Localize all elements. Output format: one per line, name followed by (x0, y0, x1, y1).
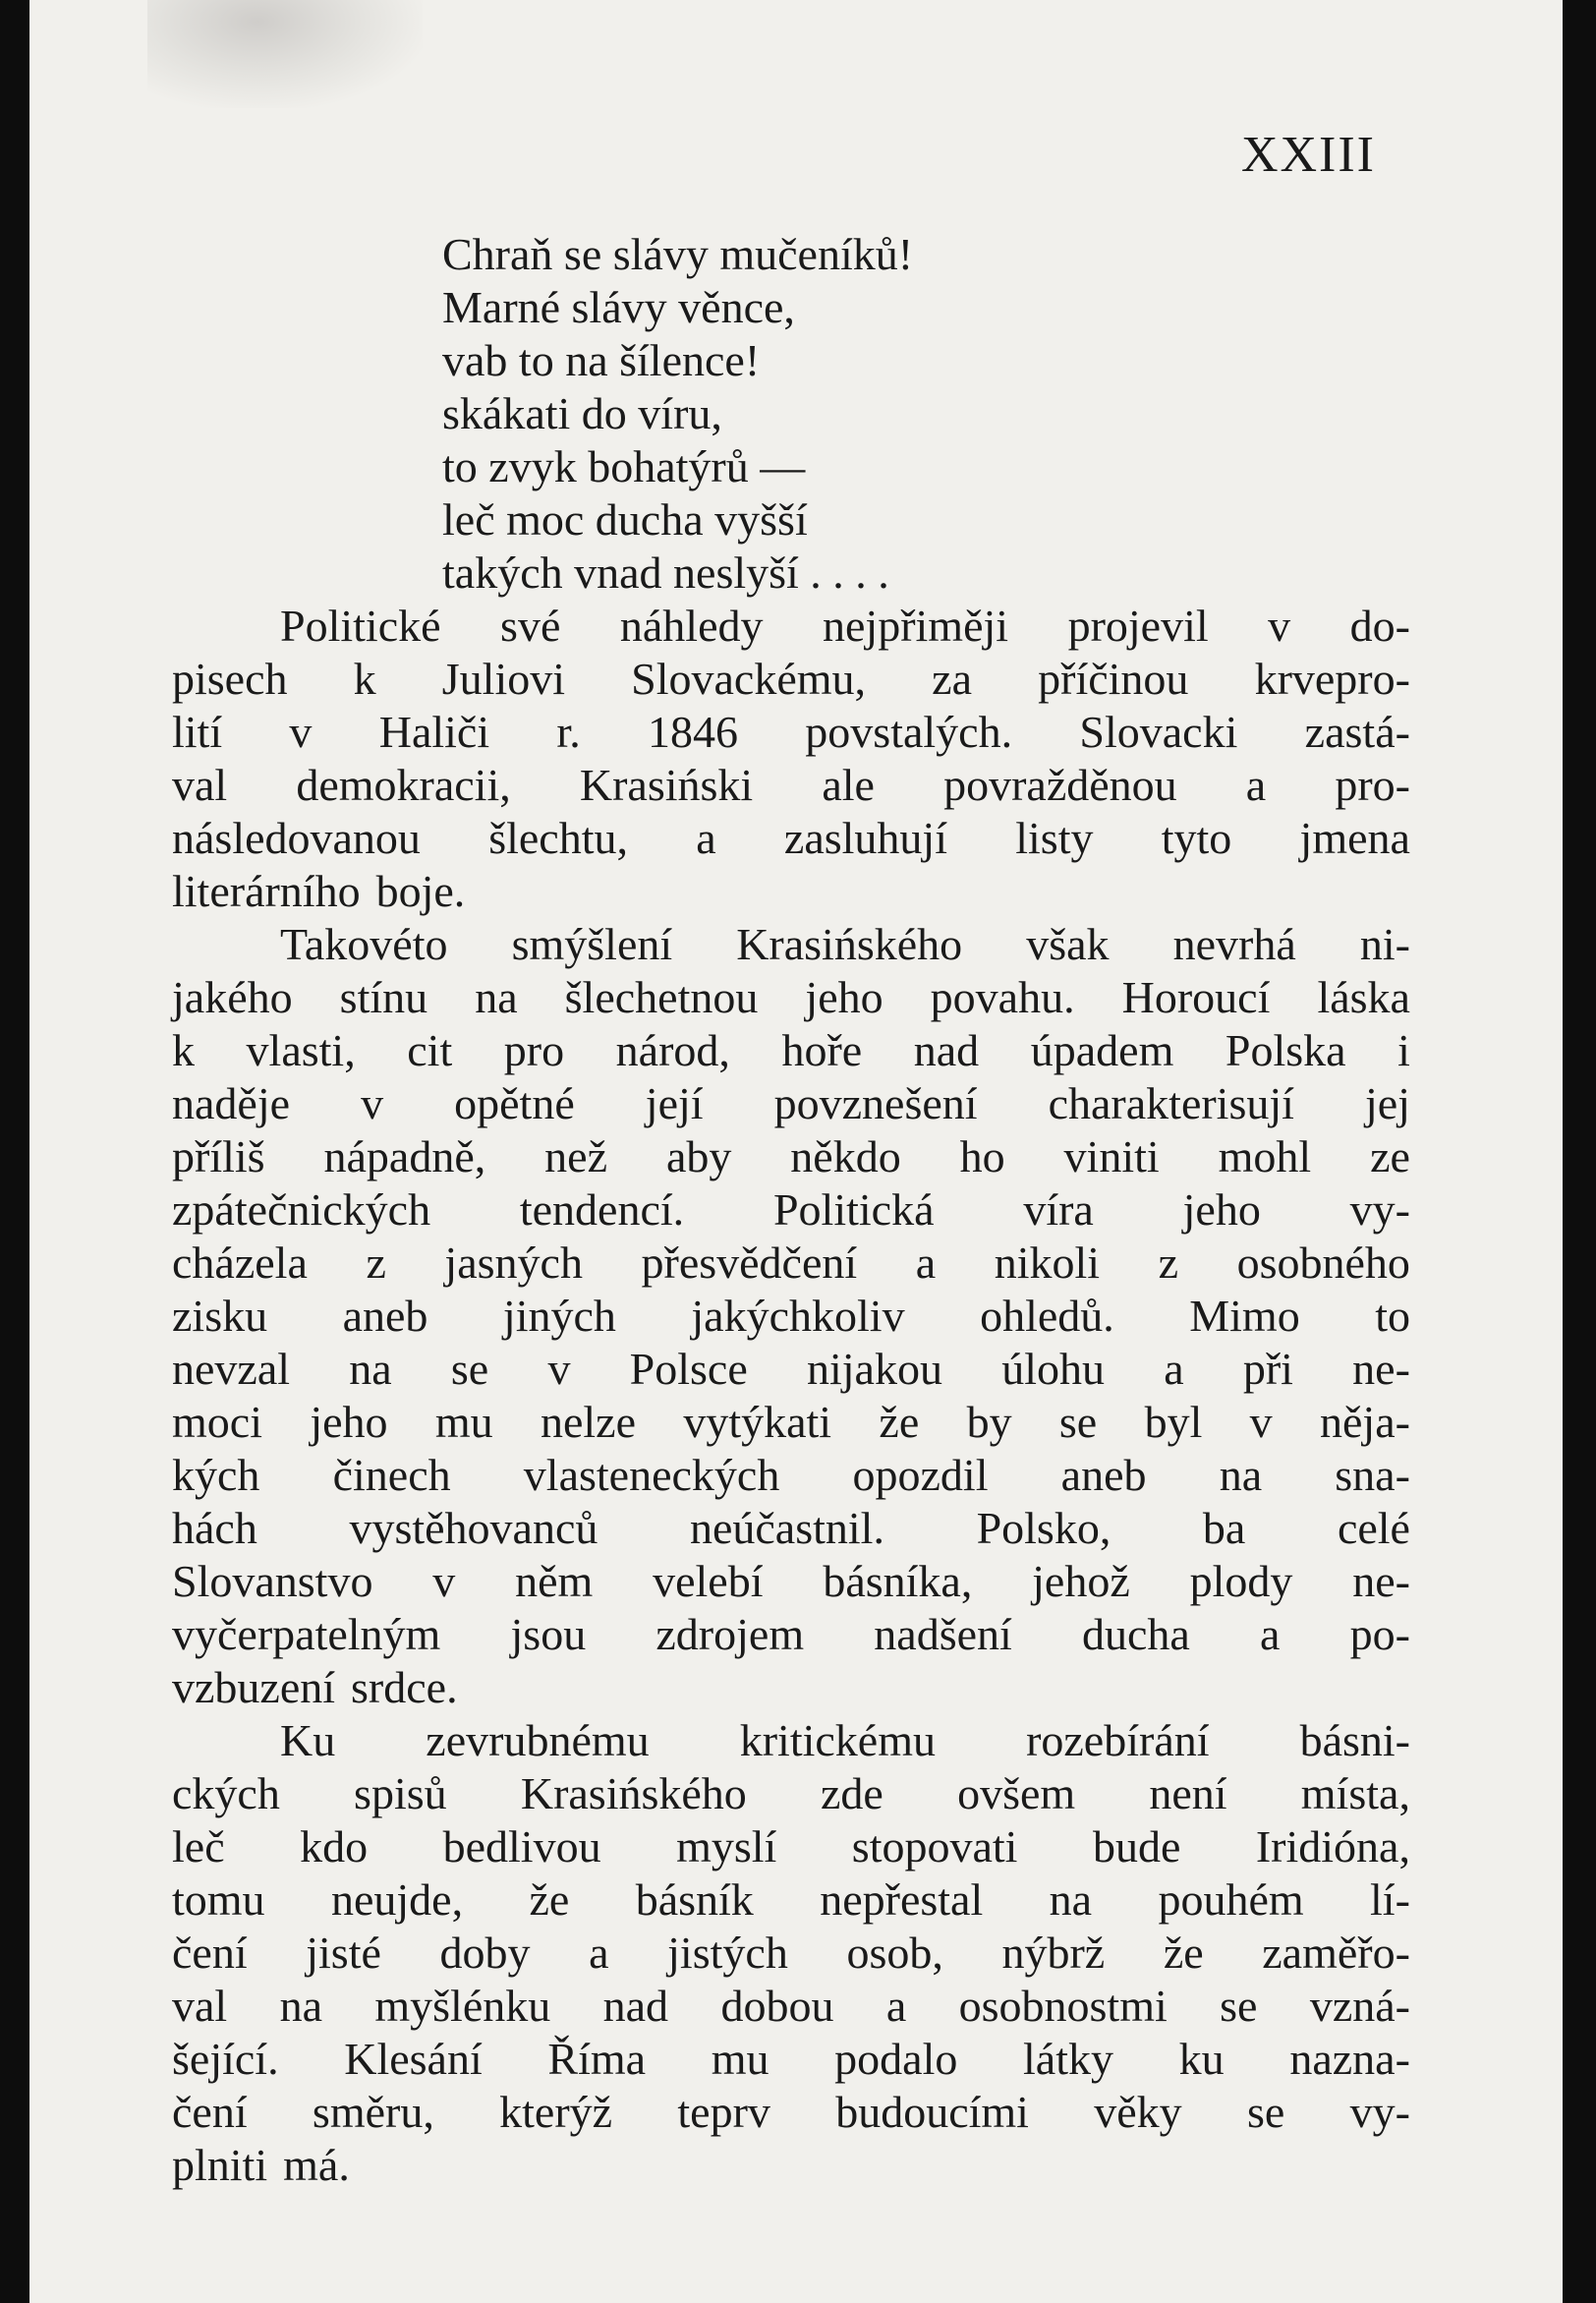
word: pro (503, 1025, 565, 1075)
word: na (475, 972, 518, 1022)
prose-line (172, 1077, 1410, 1130)
word: Klesání (344, 2034, 483, 2084)
word: na (1049, 1874, 1093, 1925)
word: spisů (354, 1768, 447, 1818)
word: Slovackému, (631, 654, 867, 704)
word: val (172, 760, 228, 810)
word: jakýchkoliv (691, 1291, 905, 1341)
word: vlasteneckých (523, 1450, 780, 1500)
word: povznešení (773, 1078, 978, 1128)
word: pro- (1335, 760, 1410, 810)
word: z (366, 1238, 386, 1288)
prose-line (172, 1343, 1410, 1396)
word: než (544, 1131, 608, 1181)
word: věky (1094, 2087, 1182, 2137)
word: se (450, 1344, 489, 1394)
word: své (500, 601, 561, 651)
word: bedlivou (442, 1821, 601, 1871)
word: ba (1202, 1503, 1246, 1553)
word: nevrhá (1172, 919, 1296, 969)
word: r. (556, 707, 581, 757)
prose-line (172, 2139, 1410, 2192)
word: pisech (172, 654, 288, 704)
word: vy- (1349, 1184, 1410, 1235)
word: plody (1189, 1556, 1293, 1606)
word: jehož (1032, 1556, 1130, 1606)
word: kterýž (499, 2087, 613, 2137)
word: směru, (312, 2087, 434, 2137)
word: jsou (510, 1609, 587, 1659)
word: z (1158, 1238, 1179, 1288)
prose-line (172, 2033, 1410, 2086)
word: v (432, 1556, 456, 1606)
word: víra (1023, 1184, 1094, 1235)
prose-line (172, 1237, 1410, 1290)
word: zisku (172, 1291, 268, 1341)
word: velebí (653, 1556, 764, 1606)
word: lití (172, 707, 223, 757)
word: činech (332, 1450, 451, 1500)
word: mu (434, 1397, 493, 1447)
word: a (885, 1981, 907, 2031)
word: demokracii, (296, 760, 511, 810)
word: jakého (172, 972, 293, 1022)
word: básník (635, 1874, 754, 1925)
word: teprv (677, 2087, 770, 2137)
word: vy- (1349, 2087, 1410, 2137)
word: v (547, 1344, 571, 1394)
word: nadšení (874, 1609, 1012, 1659)
word: Mimo (1189, 1291, 1300, 1341)
word: jmena (1299, 813, 1410, 863)
word: ni- (1359, 919, 1410, 969)
word: nejpřiměji (823, 601, 1009, 651)
word: k (172, 1025, 195, 1075)
scan-left-edge (0, 0, 29, 2303)
word: charakterisují (1048, 1078, 1294, 1128)
book-page (29, 0, 1563, 2303)
word: a (1245, 760, 1267, 810)
word: jeho (805, 972, 884, 1022)
word: vyčerpatelným (172, 1609, 441, 1659)
word: budoucími (835, 2087, 1029, 2137)
word: úlohu (1001, 1344, 1105, 1394)
word: Juliovi (441, 654, 566, 704)
word: látky (1023, 2034, 1114, 2084)
word: nelze (540, 1397, 636, 1447)
word: ho (959, 1131, 1005, 1181)
word: ovšem (957, 1768, 1076, 1818)
word: nápadně, (323, 1131, 486, 1181)
word: rozebírání (1026, 1715, 1210, 1765)
word: nikoli (994, 1238, 1101, 1288)
scan-right-edge (1563, 0, 1596, 2303)
verse-line: takých vnad neslyší . . . . (442, 547, 889, 598)
word: zde (821, 1768, 884, 1818)
word: nazna- (1289, 2034, 1410, 2084)
word: osob, (846, 1928, 943, 1978)
word: něja- (1320, 1397, 1410, 1447)
word: doby (439, 1928, 531, 1978)
word: myšlénku (374, 1981, 551, 2031)
word: šející. (172, 2034, 279, 2084)
word: Slovacki (1079, 707, 1238, 757)
word: na (1219, 1450, 1263, 1500)
word: Krasiński (579, 760, 754, 810)
word: nad (602, 1981, 669, 2031)
word: naděje (172, 1078, 291, 1128)
prose-line (172, 706, 1410, 759)
word: viniti (1063, 1131, 1160, 1181)
word: projevil (1067, 601, 1209, 651)
word: stopovati (851, 1821, 1018, 1871)
prose-line (172, 2086, 1410, 2139)
word: v (1249, 1397, 1273, 1447)
word: příliš (172, 1131, 265, 1181)
word: kdo (300, 1821, 369, 1871)
word: ku (1178, 2034, 1225, 2084)
word: nepřestal (820, 1874, 984, 1925)
word: Polsce (629, 1344, 748, 1394)
word: nijakou (806, 1344, 942, 1394)
word: že (1163, 1928, 1204, 1978)
word: Slovanstvo (172, 1556, 373, 1606)
prose-line (172, 1183, 1410, 1237)
word: krvepro- (1254, 654, 1410, 704)
word: jeho (1182, 1184, 1261, 1235)
word: ale (822, 760, 875, 810)
word: leč (172, 1821, 225, 1871)
word: myslí (676, 1821, 777, 1871)
word: Haliči (378, 707, 490, 757)
word: šlechetnou (564, 972, 759, 1022)
word: zdrojem (656, 1609, 805, 1659)
word: podalo (834, 2034, 958, 2084)
word: zastá- (1304, 707, 1410, 757)
word: a (589, 1928, 609, 1978)
word: úpadem (1030, 1025, 1174, 1075)
word: šlechtu, (488, 813, 628, 863)
word: v (361, 1078, 384, 1128)
word: na (279, 1981, 322, 2031)
verse-block (442, 228, 913, 600)
word: opětné (454, 1078, 575, 1128)
word: zasluhují (783, 813, 947, 863)
prose-line (172, 759, 1410, 812)
prose-line (172, 1980, 1410, 2033)
prose-line (172, 1396, 1410, 1449)
word: Horoucí (1121, 972, 1271, 1022)
word: celé (1337, 1503, 1410, 1553)
prose-line (172, 1290, 1410, 1343)
word: jasných (444, 1238, 583, 1288)
prose-line (172, 971, 1410, 1024)
prose-block (172, 600, 1410, 2192)
word: k (353, 654, 376, 704)
word: Polsko, (976, 1503, 1112, 1553)
prose-line (172, 1714, 1410, 1767)
word: povražděnou (943, 760, 1177, 810)
word: ducha (1082, 1609, 1190, 1659)
word: val (172, 1981, 228, 2031)
word: to (1375, 1291, 1410, 1341)
word: jej (1364, 1078, 1410, 1128)
word: povstalých. (805, 707, 1013, 757)
prose-line (172, 1130, 1410, 1183)
word: v (1268, 601, 1291, 651)
prose-line (172, 812, 1410, 865)
word: a (696, 813, 716, 863)
word: boje. (375, 866, 466, 916)
word: cit (407, 1025, 453, 1075)
word: by (966, 1397, 1012, 1447)
word: smýšlení (511, 919, 673, 969)
word: po- (1349, 1609, 1410, 1659)
word: na (349, 1344, 392, 1394)
word: osobnostmi (958, 1981, 1168, 2031)
prose-line (172, 918, 1410, 971)
word: vzbuzení (172, 1662, 336, 1712)
word: zaměřo- (1262, 1928, 1410, 1978)
word: básni- (1299, 1715, 1410, 1765)
word: dobou (720, 1981, 834, 2031)
word: tyto (1161, 813, 1232, 863)
word: aneb (1060, 1450, 1147, 1500)
word: tomu (172, 1874, 265, 1925)
word: národ, (615, 1025, 730, 1075)
verse-line: skákati do víru, (442, 388, 722, 438)
word: místa, (1300, 1768, 1410, 1818)
word: jiných (502, 1291, 616, 1341)
word: však (1026, 919, 1110, 969)
page-smudge (147, 0, 423, 108)
prose-line (172, 1449, 1410, 1502)
word: stínu (339, 972, 428, 1022)
word: Krasińského (520, 1768, 747, 1818)
prose-line (172, 600, 1410, 653)
word: ze (1370, 1131, 1410, 1181)
prose-line (172, 653, 1410, 706)
verse-line: Chraň se slávy mučeníků! (442, 229, 914, 279)
verse-line: to zvyk bohatýrů — (442, 441, 806, 491)
word: pouhém (1158, 1874, 1304, 1925)
verse-line: Marné slávy věnce, (442, 282, 795, 332)
word: Takovéto (280, 919, 448, 969)
word: zpátečnických (172, 1184, 431, 1235)
word: do- (1349, 601, 1410, 651)
verse-line: vab to na šílence! (442, 335, 761, 385)
word: 1846 (648, 707, 738, 757)
word: Politická (772, 1184, 935, 1235)
word: literárního (172, 866, 361, 916)
word: i (1397, 1025, 1410, 1075)
word: srdce. (351, 1662, 458, 1712)
word: nýbrž (1001, 1928, 1106, 1978)
word: při (1242, 1344, 1293, 1394)
verse-line: leč moc ducha vyšší (442, 494, 808, 545)
word: náhledy (619, 601, 764, 651)
word: není (1149, 1768, 1227, 1818)
prose-line (172, 865, 1410, 918)
word: se (1058, 1397, 1098, 1447)
word: a (915, 1238, 937, 1288)
word: básníka, (823, 1556, 973, 1606)
word: hách (172, 1503, 257, 1553)
word: jeho (310, 1397, 388, 1447)
word: její (645, 1078, 704, 1128)
word: vlasti, (246, 1025, 356, 1075)
word: a (1164, 1344, 1184, 1394)
word: láska (1317, 972, 1410, 1022)
word: ne- (1352, 1556, 1410, 1606)
word: Krasińského (736, 919, 963, 969)
word: aby (665, 1131, 732, 1181)
word: čení (172, 2087, 248, 2137)
word: povahu. (930, 972, 1075, 1022)
word: ckých (172, 1768, 280, 1818)
word: vytýkati (683, 1397, 832, 1447)
word: neúčastnil. (689, 1503, 884, 1553)
word: nad (913, 1025, 980, 1075)
page-number: XXIII (1240, 127, 1376, 183)
word: sna- (1335, 1450, 1410, 1500)
word: aneb (342, 1291, 428, 1341)
prose-line (172, 1024, 1410, 1077)
word: vystěhovanců (349, 1503, 598, 1553)
word: kých (172, 1450, 260, 1500)
word: bude (1092, 1821, 1181, 1871)
word: následovanou (172, 813, 421, 863)
word: že (529, 1874, 570, 1925)
word: Iridióna, (1255, 1821, 1410, 1871)
prose-line (172, 1502, 1410, 1555)
word: byl (1144, 1397, 1203, 1447)
word: kritickému (739, 1715, 936, 1765)
word: ne- (1352, 1344, 1410, 1394)
word: má. (283, 2140, 350, 2190)
word: a (1260, 1609, 1281, 1659)
word: mohl (1218, 1131, 1312, 1181)
word: jisté (306, 1928, 381, 1978)
word: Polska (1225, 1025, 1346, 1075)
prose-line (172, 1873, 1410, 1927)
word: něm (515, 1556, 594, 1606)
word: neujde, (330, 1874, 464, 1925)
word: plniti (172, 2140, 268, 2190)
word: Ku (280, 1715, 336, 1765)
word: vzná- (1309, 1981, 1410, 2031)
prose-line (172, 1661, 1410, 1714)
word: zevrubnému (426, 1715, 650, 1765)
word: za (932, 654, 973, 704)
word: listy (1015, 813, 1094, 863)
word: hoře (781, 1025, 863, 1075)
word: příčinou (1038, 654, 1189, 704)
prose-line (172, 1767, 1410, 1820)
word: opozdil (852, 1450, 989, 1500)
word: jistých (667, 1928, 788, 1978)
word: ohledů. (980, 1291, 1114, 1341)
word: přesvědčení (641, 1238, 858, 1288)
word: Politické (280, 601, 441, 651)
word: moci (172, 1397, 262, 1447)
prose-line (172, 1555, 1410, 1608)
word: lí- (1370, 1874, 1410, 1925)
word: někdo (790, 1131, 901, 1181)
word: v (289, 707, 313, 757)
word: mu (711, 2034, 770, 2084)
word: se (1246, 2087, 1285, 2137)
word: že (879, 1397, 920, 1447)
word: osobného (1236, 1238, 1410, 1288)
word: nevzal (172, 1344, 291, 1394)
prose-line (172, 1820, 1410, 1873)
word: se (1220, 1981, 1258, 2031)
word: cházela (172, 1238, 308, 1288)
prose-line (172, 1927, 1410, 1980)
prose-line (172, 1608, 1410, 1661)
word: čení (172, 1928, 248, 1978)
word: tendencí. (519, 1184, 685, 1235)
word: Říma (547, 2034, 647, 2084)
